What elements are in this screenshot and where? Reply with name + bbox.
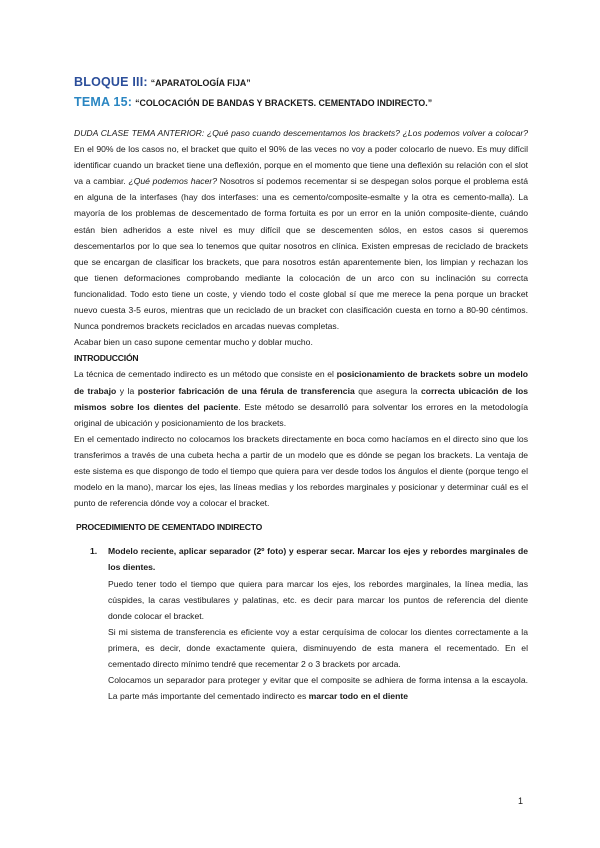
duda-paragraph bbox=[74, 125, 528, 334]
duda-question-2: ¿Qué podemos hacer? bbox=[128, 176, 218, 187]
step-title-text: Modelo reciente, aplicar separador (2º foto) y esperar secar. Marcar los ejes y rebordes marginales de los dientes. bbox=[108, 546, 528, 573]
duda-answer-1: En el 90% de los casos no, el bracket que quito el 90% de las veces no voy a poder colocarlo de nuevo. Es muy difícil identificar cuando un bracket tiene una deflexión, porque en el momento que tiene una deflexión su relación con el slot va a cambiar. bbox=[74, 144, 528, 187]
procedure-step-1 bbox=[74, 543, 528, 704]
step-text: Colocamos un separador para proteger y evitar que el composite se adhiera de forma intensa a la escayola. La parte más importante del cementado indirecto es bbox=[108, 675, 528, 702]
duda-answer-2: Nosotros sí podemos recementar si se despegan solos porque el problema está en alguna de la interfases (hay dos interfases: una es cemento/composite-esmalte y la otra es cemento-malla). La mayoría de los problemas de descementado de forma fortuita es por un error en la unión composite-diente, cuándo están bien adheridos a este nivel es muy difícil que se descementen sólos, en estos casos si queremos descementarlos por lo que sea lo tenemos que quitar nosotros en clínica. Existen empresas de reciclado de brackets que se encargan de clasificar los brackets, que para nosotros están aparentemente bien, los limpian y rechazan los que tienen deformaciones comprobando mediante la colocación de un arco con su inclinación su correcta funcionalidad. Todo esto tiene un coste, y viendo todo el coste global sí que me merece la pena porque un bracket nuevo cuesta 3-5 euros, mientras que un reciclado de un bracket con clasificación cuesta en torno a 80-90 céntimos. Nunca pondremos brackets reciclados en arcadas nuevas completas. bbox=[74, 176, 529, 332]
bloque-header bbox=[74, 73, 251, 91]
document-body bbox=[74, 125, 528, 704]
step-title bbox=[108, 543, 528, 575]
tema-title: “COLOCACIÓN DE BANDAS Y BRACKETS. CEMENTADO INDIRECTO.” bbox=[135, 98, 433, 108]
procedimiento-heading: PROCEDIMIENTO DE CEMENTADO INDIRECTO bbox=[76, 522, 263, 533]
procedure-steps bbox=[74, 543, 528, 704]
bloque-title: “APARATOLOGÍA FIJA” bbox=[150, 78, 251, 88]
bloque-tag: BLOQUE III: bbox=[74, 75, 148, 89]
intro-text: que asegura la bbox=[354, 385, 421, 396]
step-paragraph-2: Si mi sistema de transferencia es eficiente voy a estar cerquísima de colocar los dientes correctamente a la primera, es decir, donde exactamente quiera, disminuyendo de esta manera el recementado. En el cementado directo mínimo tendré que recementar 2 o 3 brackets por arcada. bbox=[108, 626, 528, 669]
intro-text: y la bbox=[116, 385, 138, 396]
step-paragraph-3 bbox=[108, 672, 528, 704]
intro-bold: posicionamiento de brackets sobre un modelo de trabajo bbox=[74, 369, 528, 396]
intro-bold: correcta ubicación de los mismos sobre los dientes del paciente bbox=[74, 385, 528, 412]
tema-tag: TEMA 15: bbox=[74, 95, 133, 109]
intro-text: . Este método se desarrolló para solventar los errores en la metodología original de ubicación y posicionamiento de los brackets. bbox=[74, 401, 528, 428]
tema-header bbox=[74, 93, 432, 111]
intro-paragraph-1 bbox=[74, 366, 528, 430]
step-bold: marcar todo en el diente bbox=[308, 691, 408, 702]
intro-heading: INTRODUCCIÓN bbox=[74, 353, 139, 364]
intro-bold: posterior fabricación de una férula de transferencia bbox=[137, 385, 355, 396]
duda-closing: Acabar bien un caso supone cementar mucho y doblar mucho. bbox=[74, 337, 313, 348]
page-number: 1 bbox=[518, 796, 524, 806]
intro-text: La técnica de cementado indirecto es un método que consiste en el bbox=[74, 369, 337, 380]
duda-question-1: DUDA CLASE TEMA ANTERIOR: ¿Qué paso cuando descementamos los brackets? ¿Los podemos volver a colocar? bbox=[74, 128, 528, 138]
step-paragraph-1: Puedo tener todo el tiempo que quiera para marcar los ejes, los rebordes marginales, la línea media, las cúspides, la caras vestibulares y palatinas, etc. es decir para marcar los puntos de referencia del diente donde colocar el bracket. bbox=[108, 578, 528, 621]
intro-paragraph-2: En el cementado indirecto no colocamos los brackets directamente en boca como hacíamos en el directo sino que los transferimos a través de una cubeta hecha a partir de un modelo que es dónde se pegan los brackets. La ventaja de este sistema es que dispongo de todo el tiempo que quiera para ver desde todos los ángulos el diente (porque tengo el modelo en la mano), marcar los ejes, las líneas medias y los rebordes marginales y posicionar y determinar cuál es el punto de referencia dónde voy a colocar el bracket. bbox=[74, 433, 528, 509]
step-number: 1. bbox=[90, 546, 98, 557]
